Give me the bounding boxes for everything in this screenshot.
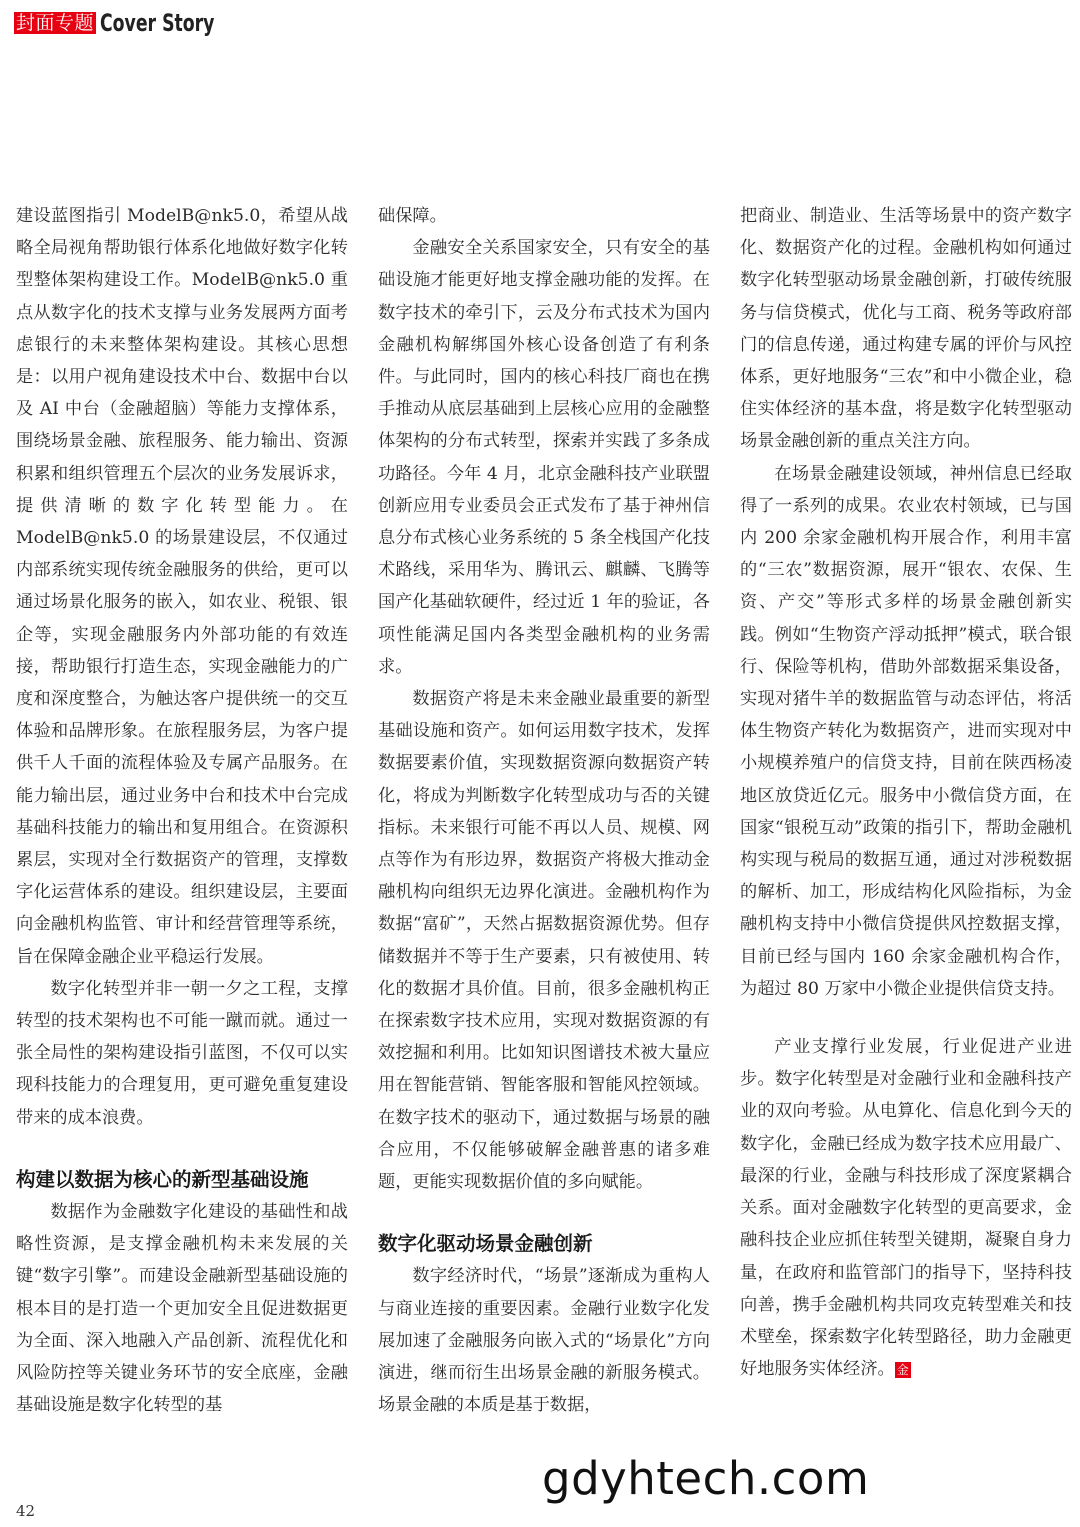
section-tag-en: Cover Story xyxy=(100,9,215,37)
paragraph: 础保障。 xyxy=(378,206,447,226)
section-header xyxy=(14,7,259,39)
paragraph: 数据资产将是未来金融业最重要的新型基础设施和资产。如何运用数字技术，发挥数据要素价值，实现数据资源向数据资产转化，将成为判断数字化转型成功与否的关键指标。未来银行可能不再以人员、规模、网点等作为有形边界，数据资产将极大推动金融机构向组织无边界化演进。金融机构作为数据“富矿”，天然占据数据资源优势。但存储数据并不等于生产要素，只有被使用、转化的数据才具价值。目前，很多金融机构正在探索数字技术应用，实现对数据资源的有效挖掘和利用。比如知识图谱技术被大量应用在智能营销、智能客服和智能风控领域。在数字技术的驱动下，通过数据与场景的融合应用，不仅能够破解金融普惠的诸多难题，更能实现数据价值的多向赋能。 xyxy=(378,689,710,1193)
article-column-3 xyxy=(740,200,1072,1385)
paragraph: 把商业、制造业、生活等场景中的资产数字化、数据资产化的过程。金融机构如何通过数字化转型驱动场景金融创新，打破传统服务与信贷模式，优化与工商、税务等政府部门的信息传递，通过构建专属的评价与风控体系，更好地服务“三农”和中小微企业，稳住实体经济的基本盘，将是数字化转型驱动场景金融创新的重点关注方向。 xyxy=(740,206,1072,452)
paragraph: 数字化转型并非一朝一夕之工程，支撑转型的技术架构也不可能一蹴而就。通过一张全局性的架构建设指引蓝图，不仅可以实现科技能力的合理复用，更可避免重复建设带来的成本浪费。 xyxy=(16,978,348,1128)
paragraph: 数据作为金融数字化建设的基础性和战略性资源，是支撑金融机构未来发展的关键“数字引擎”。而建设金融新型基础设施的根本目的是打造一个更加安全且促进数据更为全面、深入地融入产品创新、流程优化和风险防控等关键业务环节的安全底座，金融基础设施是数字化转型的基 xyxy=(16,1201,348,1416)
article-end-icon: 金 xyxy=(896,1362,909,1377)
section-heading: 数字化驱动场景金融创新 xyxy=(378,1232,593,1256)
paragraph: 建设蓝图指引 ModelB@nk5.0，希望从战略全局视角帮助银行体系化地做好数字化转型整体架构建设工作。ModelB@nk5.0 重点从数字化的技术支撑与业务发展两方面考虑银行的未来整体架构建设。其核心思想是：以用户视角建设技术中台、数据中台以及 AI 中台（金融超脑）等能力支撑体系，围绕场景金融、旅程服务、能力输出、资源积累和组织管理五个层次的业务发展诉求，提供清晰的数字化转型能力。在 ModelB@nk5.0 的场景建设层，不仅通过内部系统实现传统金融服务的供给，更可以通过场景化服务的嵌入，如农业、税银、银企等，实现金融服务内外部功能的有效连接，帮助银行打造生态，实现金融能力的广度和深度整合，为触达客户提供统一的交互体验和品牌形象。在旅程服务层，为客户提供千人千面的流程体验及专属产品服务。在能力输出层，通过业务中台和技术中台完成基础科技能力的输出和复用组合。在资源积累层，实现对全行数据资产的管理，支撑数字化运营体系的建设。组织建设层，主要面向金融机构监管、审计和经营管理等系统，旨在保障金融企业平稳运行发展。 xyxy=(16,206,348,967)
page-number: 42 xyxy=(16,1502,36,1520)
section-heading: 构建以数据为核心的新型基础设施 xyxy=(16,1167,309,1191)
watermark: gdyhtech.com xyxy=(542,1452,870,1505)
paragraph: 金融安全关系国家安全，只有安全的基础设施才能更好地支撑金融功能的发挥。在数字技术的牵引下，云及分布式技术为国内金融机构解绑国外核心设备创造了有利条件。与此同时，国内的核心科技厂商也在携手推动从底层基础到上层核心应用的金融整体架构的分布式转型，探索并实践了多条成功路径。今年 4 月，北京金融科技产业联盟创新应用专业委员会正式发布了基于神州信息分布式核心业务系统的 5 条全栈国产化技术路线，采用华为、腾讯云、麒麟、飞腾等国产化基础软硬件，经过近 1 年的验证，各项性能满足国内各类型金融机构的业务需求。 xyxy=(378,238,710,677)
paragraph: 数字经济时代，“场景”逐渐成为重构人与商业连接的重要因素。金融行业数字化发展加速了金融服务向嵌入式的“场景化”方向演进，继而衍生出场景金融的新服务模式。场景金融的本质是基于数据， xyxy=(378,1266,710,1416)
paragraph-text: 产业支撑行业发展，行业促进产业进步。数字化转型是对金融行业和金融科技产业的双向考验。从电算化、信息化到今天的数字化，金融已经成为数字技术应用最广、最深的行业，金融与科技形成了深度紧耦合关系。面对金融数字化转型的更高要求，金融科技企业应抓住转型关键期，凝聚自身力量，在政府和监管部门的指导下，坚持科技向善，携手金融机构共同攻克转型难关和技术壁垒，探索数字化转型路径，助力金融更好地服务实体经济。 xyxy=(740,1037,1072,1380)
section-tag-cn: 封面专题 xyxy=(16,12,95,34)
paragraph xyxy=(740,1031,1072,1385)
paragraph: 在场景金融建设领域，神州信息已经取得了一系列的成果。农业农村领域，已与国内 200 余家金融机构开展合作，利用丰富的“三农”数据资源，展开“银农、农保、生资、产交”等形式多样的场景金融创新实践。例如“生物资产浮动抵押”模式，联合银行、保险等机构，借助外部数据采集设备，实现对猪牛羊的数据监管与动态评估，将活体生物资产转化为数据资产，进而实现对中小规模养殖户的信贷支持，目前在陕西杨凌地区放贷近亿元。服务中小微信贷方面，在国家“银税互动”政策的指引下，帮助金融机构实现与税局的数据互通，通过对涉税数据的解析、加工，形成结构化风险指标，为金融机构支持中小微信贷提供风控数据支撑，目前已经与国内 160 余家金融机构合作，为超过 80 万家中小微企业提供信贷支持。 xyxy=(740,463,1072,999)
article-column-1 xyxy=(16,200,348,1421)
article-column-2 xyxy=(378,200,710,1421)
